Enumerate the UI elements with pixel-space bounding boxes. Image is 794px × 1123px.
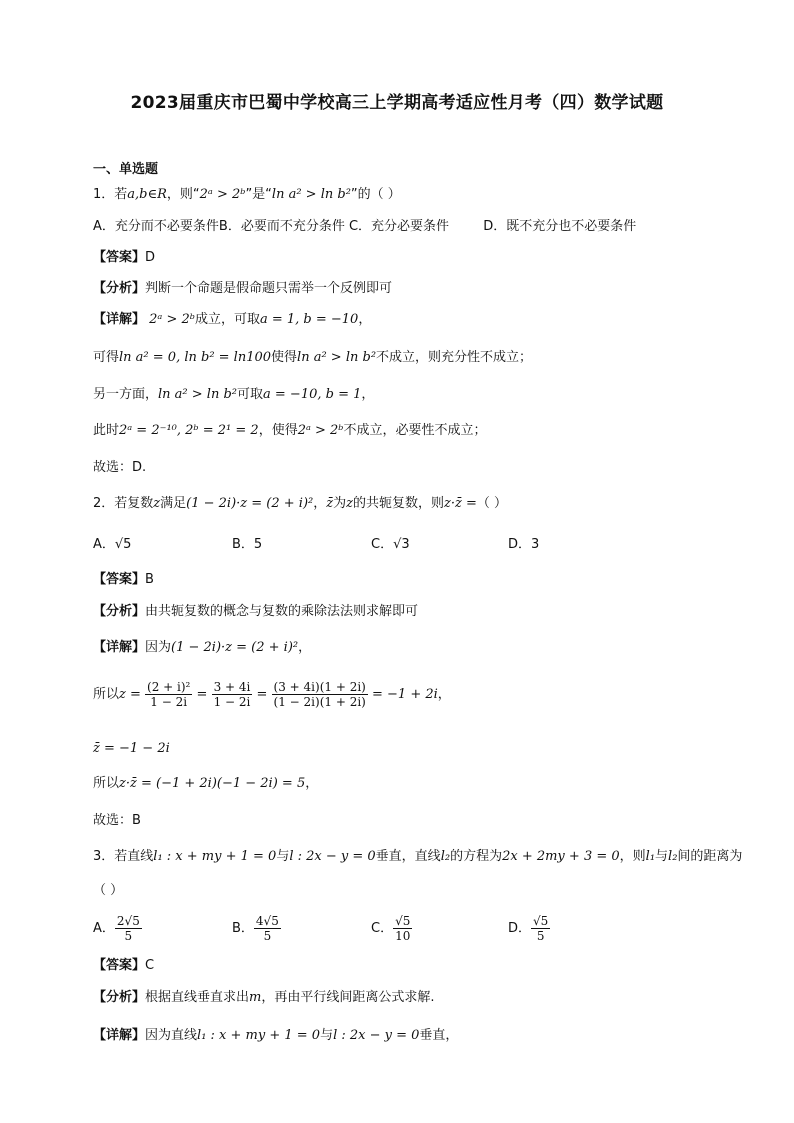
q3-analysis: 【分析】根据直线垂直求出m，再由平行线间距离公式求解. xyxy=(93,990,435,1005)
fraction: $\frac{\text{(2 + i)²}}{1 - 2i}$ xyxy=(147,680,191,709)
q2-conclusion: 故选：B xyxy=(93,813,141,828)
q1-option-b: B．必要而不充分条件 xyxy=(218,219,345,234)
q3-answer: 【答案】C xyxy=(93,958,155,973)
q3-detail: 【详解】因为直线l₁ : x + my + 1 = 0与l : 2x − y = 0垂直， xyxy=(93,1028,459,1043)
q2-option-b: B．5 xyxy=(232,537,263,552)
q1-detail-4: 此时2ᵃ = 2⁻¹⁰, 2ᵇ = 2¹ = 2，使得2ᵃ > 2ᵇ不成立，必要性不成立； xyxy=(93,423,487,438)
q1-answer: 【答案】D xyxy=(93,250,156,265)
q3-stem-paren: （ ） xyxy=(93,883,124,898)
q2-detail-4: 所以z·z̄ = (−1 + 2i)(−1 − 2i) = 5， xyxy=(93,776,319,791)
q2-stem: 2．若复数z满足(1 − 2i)·z = (2 + i)²，z̄为z的共轭复数，则z·z̄ =（ ） xyxy=(93,496,508,511)
q1-conclusion: 故选：D. xyxy=(93,460,147,475)
q2-detail-2: 所以z = $\frac{\text{(2 + i)²}}{1 - 2i}$ = $\frac{3 + 4i}{1 - 2i}$ = $\frac{(3 + 4i)(1 + 2i)}{(1 - 2i)(1 + 2i)}$ = −1 + 2i， xyxy=(93,680,451,709)
q2-answer: 【答案】B xyxy=(93,572,154,587)
q2-analysis: 【分析】由共轭复数的概念与复数的乘除法法则求解即可 xyxy=(93,604,419,619)
q3-stem: 3．若直线l₁ : x + my + 1 = 0与l : 2x − y = 0垂直，直线l₂的方程为2x + 2my + 3 = 0，则l₁与l₂间的距离为 xyxy=(93,849,743,864)
q2-detail-3: z̄ = −1 − 2i xyxy=(93,741,170,756)
q3-option-b: B． $\frac{4√5}{5}$ xyxy=(232,914,279,943)
q2-detail-1: 【详解】因为(1 − 2i)·z = (2 + i)²， xyxy=(93,640,312,655)
q2-option-c: C．√3 xyxy=(371,537,410,552)
q1-detail-1: 【详解】 2ᵃ > 2ᵇ成立，可取a = 1, b = −10， xyxy=(93,312,372,327)
q1-stem: 1．若a,b∈R，则“2ᵃ > 2ᵇ”是“ln a² > ln b²”的（ ） xyxy=(93,187,401,202)
q3-options xyxy=(93,912,693,948)
q2-option-a: A．√5 xyxy=(93,537,132,552)
q1-options xyxy=(93,217,636,237)
section-heading: 一、单选题 xyxy=(93,162,159,177)
page-title: 2023届重庆市巴蜀中学校高三上学期高考适应性月考（四）数学试题 xyxy=(130,93,664,113)
fraction: $\frac{(3 + 4i)(1 + 2i)}{(1 - 2i)(1 + 2i)}$ xyxy=(273,680,366,709)
q1-option-c: C．充分必要条件 xyxy=(348,219,450,234)
q3-option-a: A． $\frac{2√5}{5}$ xyxy=(93,914,140,943)
q1-detail-3: 另一方面，ln a² > ln b²可取a = −10, b = 1， xyxy=(93,387,375,402)
q3-option-c: C． $\frac{√5}{10}$ xyxy=(371,914,411,943)
fraction: $\frac{3 + 4i}{1 - 2i}$ xyxy=(213,680,251,709)
q1-analysis: 【分析】判断一个命题是假命题只需举一个反例即可 xyxy=(93,281,393,296)
q1-option-a: A．充分而不必要条件 xyxy=(93,219,219,234)
q2-option-d: D．3 xyxy=(508,537,540,552)
q3-option-d: D． $\frac{√5}{5}$ xyxy=(508,914,549,943)
q1-detail-2: 可得ln a² = 0, ln b² = ln100使得ln a² > ln b²不成立，则充分性不成立； xyxy=(93,350,533,365)
q1-option-d: D．既不充分也不必要条件 xyxy=(483,219,637,234)
